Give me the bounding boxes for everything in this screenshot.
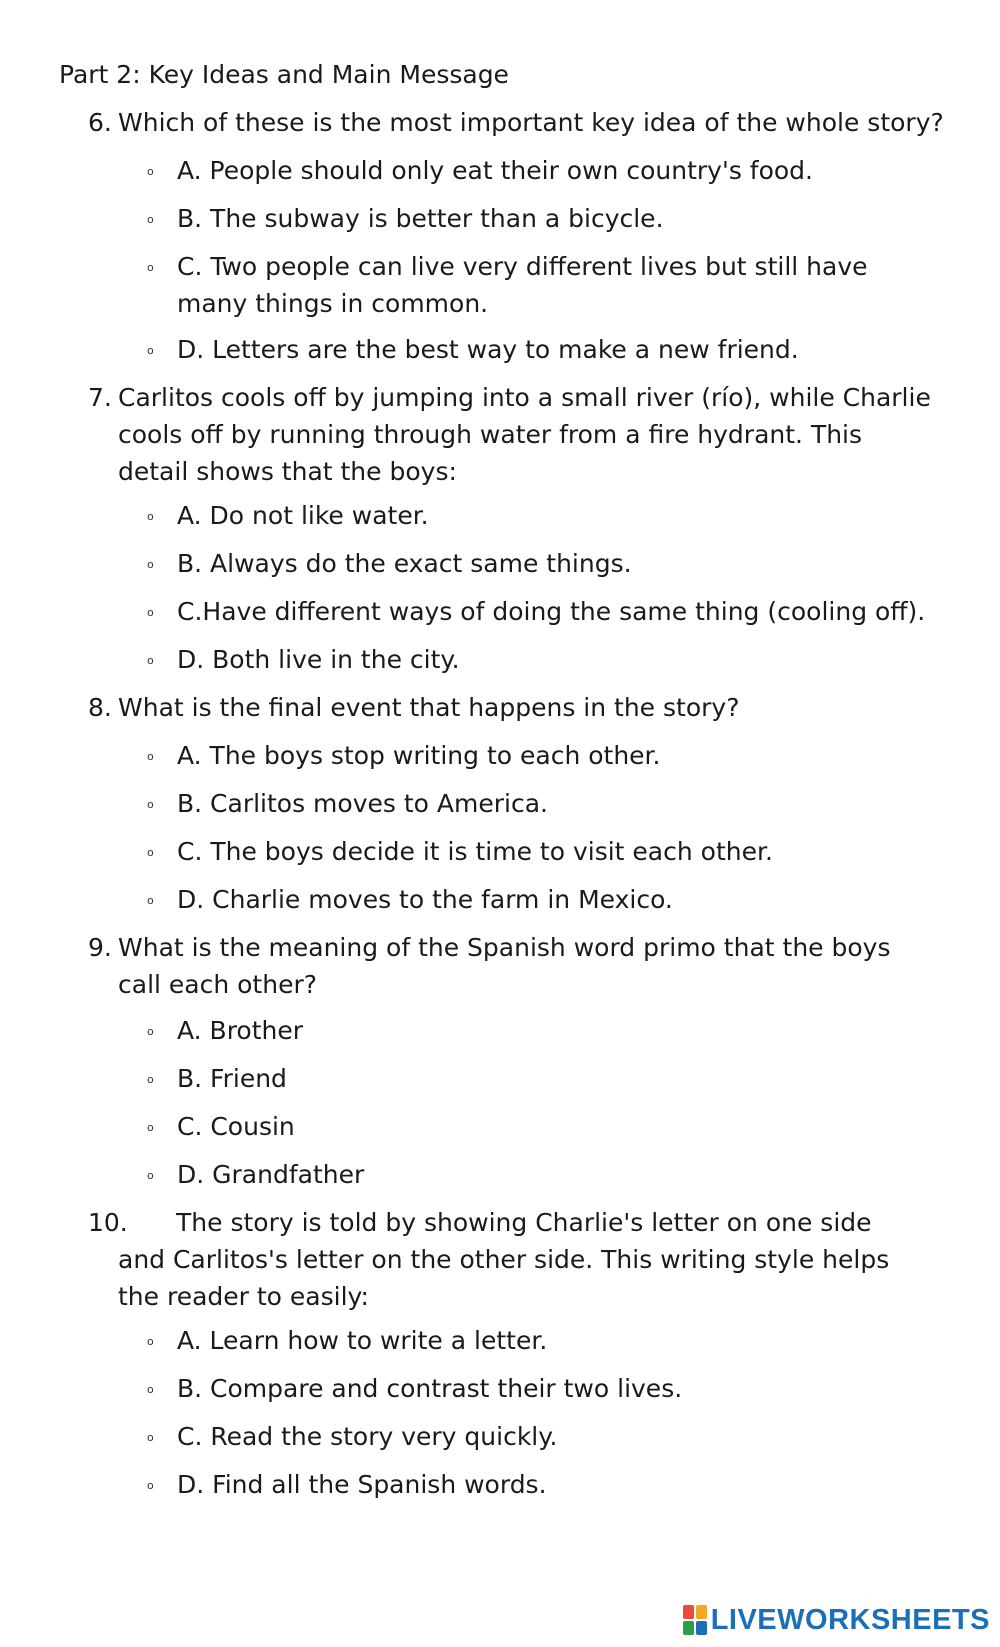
option-text: D. Find all the Spanish words. xyxy=(177,1470,547,1499)
option-text: C. Cousin xyxy=(177,1112,295,1141)
option-text: B. Always do the exact same things. xyxy=(177,549,632,578)
bullet-icon: o xyxy=(147,1169,154,1182)
question-text: What is the final event that happens in the story? xyxy=(118,693,740,722)
question-text: Which of these is the most important key idea of the whole story? xyxy=(118,108,944,137)
question-9 xyxy=(88,929,898,1003)
option-10c[interactable] xyxy=(147,1418,947,1455)
bullet-icon: o xyxy=(147,1431,154,1444)
option-text: A. Do not like water. xyxy=(177,501,429,530)
logo-text: LIVEWORKSHEETS xyxy=(710,1603,990,1636)
bullet-icon: o xyxy=(147,510,154,523)
option-6c[interactable] xyxy=(147,248,887,322)
option-text: C. The boys decide it is time to visit each other. xyxy=(177,837,773,866)
bullet-icon: o xyxy=(147,1479,154,1492)
option-7c[interactable] xyxy=(147,593,997,630)
logo-square-red xyxy=(683,1605,694,1619)
question-number: 6. xyxy=(88,108,112,137)
question-10 xyxy=(88,1204,908,1315)
option-9d[interactable] xyxy=(147,1156,947,1193)
option-text: B. Friend xyxy=(177,1064,287,1093)
question-text: The story is told by showing Charlie's letter on one side and Carlitos's letter on the other side. This writing style helps the reader to easily: xyxy=(118,1208,890,1311)
bullet-icon: o xyxy=(147,1025,154,1038)
bullet-icon: o xyxy=(147,344,154,357)
option-text: A. Brother xyxy=(177,1016,304,1045)
bullet-icon: o xyxy=(147,1073,154,1086)
option-9c[interactable] xyxy=(147,1108,947,1145)
option-text: A. Learn how to write a letter. xyxy=(177,1326,548,1355)
option-8c[interactable] xyxy=(147,833,947,870)
option-8a[interactable] xyxy=(147,737,947,774)
question-number: 10. xyxy=(88,1208,128,1237)
option-10a[interactable] xyxy=(147,1322,947,1359)
question-8 xyxy=(88,689,948,726)
logo-square-blue xyxy=(696,1621,707,1635)
question-number: 9. xyxy=(88,933,112,962)
option-6b[interactable] xyxy=(147,200,947,237)
logo-square-orange xyxy=(696,1605,707,1619)
option-7a[interactable] xyxy=(147,497,947,534)
bullet-icon: o xyxy=(147,1121,154,1134)
option-text: B. Compare and contrast their two lives. xyxy=(177,1374,683,1403)
option-text: D. Both live in the city. xyxy=(177,645,460,674)
bullet-icon: o xyxy=(147,846,154,859)
option-9b[interactable] xyxy=(147,1060,947,1097)
option-text: D. Grandfather xyxy=(177,1160,365,1189)
bullet-icon: o xyxy=(147,750,154,763)
option-10b[interactable] xyxy=(147,1370,947,1407)
bullet-icon: o xyxy=(147,213,154,226)
question-7 xyxy=(88,379,933,490)
option-text: A. People should only eat their own country's food. xyxy=(177,156,813,185)
option-8b[interactable] xyxy=(147,785,947,822)
part-title: Part 2: Key Ideas and Main Message xyxy=(59,60,509,89)
bullet-icon: o xyxy=(147,1335,154,1348)
option-text: B. Carlitos moves to America. xyxy=(177,789,548,818)
option-10d[interactable] xyxy=(147,1466,947,1503)
option-text: D. Letters are the best way to make a new friend. xyxy=(177,335,799,364)
question-number: 8. xyxy=(88,693,112,722)
question-text: Carlitos cools off by jumping into a small river (río), while Charlie cools off by running through water from a fire hydrant. This detail shows that the boys: xyxy=(118,383,931,486)
bullet-icon: o xyxy=(147,1383,154,1396)
liveworksheets-logo xyxy=(683,1602,990,1638)
option-6d[interactable] xyxy=(147,331,947,368)
bullet-icon: o xyxy=(147,798,154,811)
bullet-icon: o xyxy=(147,654,154,667)
question-6 xyxy=(88,104,948,141)
option-text: C. Two people can live very different lives but still have many things in common. xyxy=(177,252,868,318)
option-7b[interactable] xyxy=(147,545,947,582)
logo-mark-icon xyxy=(683,1605,707,1635)
option-6a[interactable] xyxy=(147,152,947,189)
bullet-icon: o xyxy=(147,894,154,907)
bullet-icon: o xyxy=(147,606,154,619)
bullet-icon: o xyxy=(147,558,154,571)
option-text: C. Read the story very quickly. xyxy=(177,1422,558,1451)
option-8d[interactable] xyxy=(147,881,947,918)
option-7d[interactable] xyxy=(147,641,947,678)
logo-square-green xyxy=(683,1621,694,1635)
option-text: D. Charlie moves to the farm in Mexico. xyxy=(177,885,673,914)
option-text: B. The subway is better than a bicycle. xyxy=(177,204,664,233)
option-text: A. The boys stop writing to each other. xyxy=(177,741,661,770)
bullet-icon: o xyxy=(147,165,154,178)
question-text: What is the meaning of the Spanish word primo that the boys call each other? xyxy=(118,933,891,999)
bullet-icon: o xyxy=(147,261,154,274)
question-number: 7. xyxy=(88,383,112,412)
option-9a[interactable] xyxy=(147,1012,947,1049)
option-text: C.Have different ways of doing the same thing (cooling off). xyxy=(177,597,926,626)
